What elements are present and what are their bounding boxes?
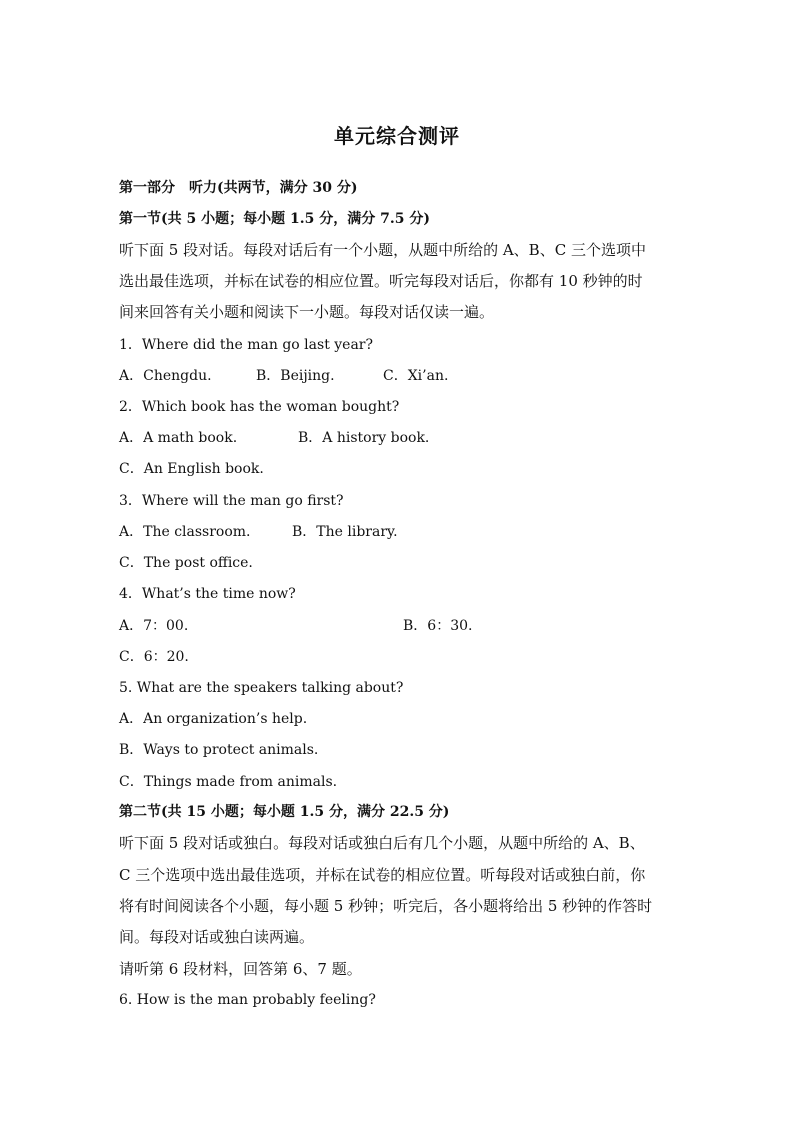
q1-option-a: A．Chengdu. bbox=[119, 368, 212, 384]
q4-option-c: C．6：20. bbox=[119, 649, 189, 665]
section1-heading: 第一节(共 5 小题；每小题 1.5 分，满分 7.5 分) bbox=[119, 211, 430, 227]
material6-prompt: 请听第 6 段材料，回答第 6、7 题。 bbox=[119, 960, 362, 978]
q5-option-a: A．An organization’s help. bbox=[119, 711, 308, 727]
question-3: 3．Where will the man go first? bbox=[119, 493, 344, 509]
section1-instruction-line: 间来回答有关小题和阅读下一小题。每段对话仅读一遍。 bbox=[119, 303, 495, 321]
q4-option-b: B．6：30. bbox=[403, 618, 473, 634]
question-4: 4．What’s the time now? bbox=[119, 586, 296, 602]
section2-instruction-line: C 三个选项中选出最佳选项，并标在试卷的相应位置。听每段对话或独白前，你 bbox=[119, 866, 646, 884]
q4-option-a: A．7：00. bbox=[119, 618, 189, 634]
page-title: 单元综合测评 bbox=[334, 124, 460, 148]
q2-option-c: C．An English book. bbox=[119, 461, 264, 477]
section2-heading: 第二节(共 15 小题；每小题 1.5 分，满分 22.5 分) bbox=[119, 804, 450, 820]
question-5: 5. What are the speakers talking about? bbox=[119, 680, 404, 696]
question-2: 2．Which book has the woman bought? bbox=[119, 399, 400, 415]
section1-instruction-line: 听下面 5 段对话。每段对话后有一个小题，从题中所给的 A、B、C 三个选项中 bbox=[119, 241, 646, 259]
part1-heading: 第一部分 听力(共两节，满分 30 分) bbox=[119, 180, 358, 196]
question-6: 6. How is the man probably feeling? bbox=[119, 992, 376, 1008]
section1-instruction-line: 选出最佳选项，并标在试卷的相应位置。听完每段对话后，你都有 10 秒钟的时 bbox=[119, 272, 643, 290]
q3-option-c: C．The post office. bbox=[119, 555, 253, 571]
q3-option-a: A．The classroom. bbox=[119, 524, 251, 540]
question-1: 1．Where did the man go last year? bbox=[119, 337, 374, 353]
section2-instruction-line: 间。每段对话或独白读两遍。 bbox=[119, 928, 315, 946]
q5-option-c: C．Things made from animals. bbox=[119, 774, 338, 790]
section2-instruction-line: 听下面 5 段对话或独白。每段对话或独白后有几个小题，从题中所给的 A、B、 bbox=[119, 834, 645, 852]
q5-option-b: B．Ways to protect animals. bbox=[119, 742, 319, 758]
q1-option-c: C．Xi’an. bbox=[383, 368, 449, 384]
q3-option-b: B．The library. bbox=[292, 524, 398, 540]
q2-option-b: B．A history book. bbox=[298, 430, 430, 446]
q1-option-b: B．Beijing. bbox=[256, 368, 335, 384]
section2-instruction-line: 将有时间阅读各个小题，每小题 5 秒钟；听完后，各小题将给出 5 秒钟的作答时 bbox=[119, 897, 653, 915]
q2-option-a: A．A math book. bbox=[119, 430, 238, 446]
